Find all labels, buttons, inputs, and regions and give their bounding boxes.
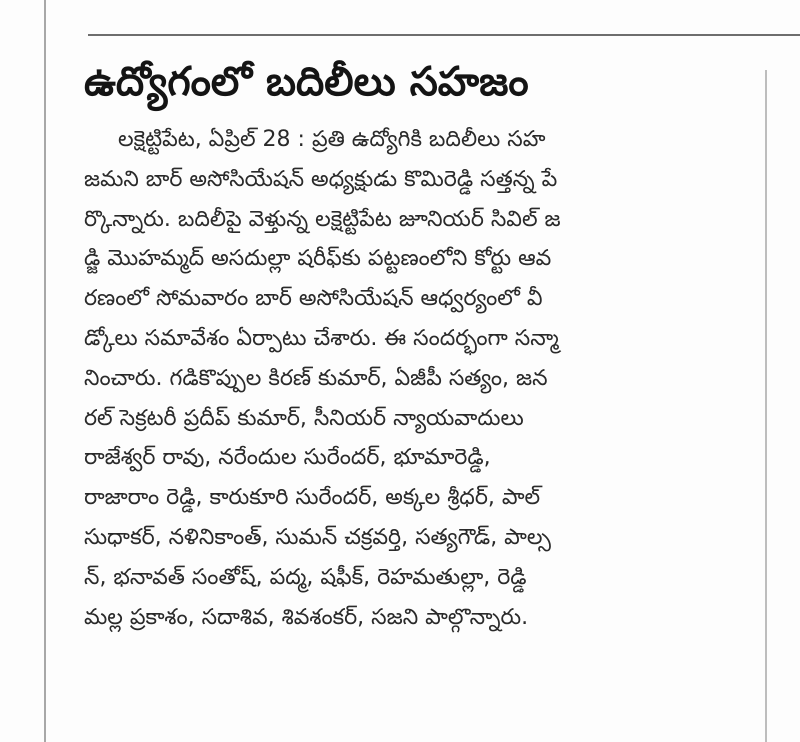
top-rule bbox=[88, 34, 800, 36]
article-line: లక్షెట్టిపేట, ఏప్రిల్ 28 : ప్రతి ఉద్యోగికి బదిలీలు సహ bbox=[118, 127, 546, 152]
article-line: సుధాకర్, నళినికాంత్, సుమన్ చక్రవర్తి, సత్యగౌడ్, పాల్స bbox=[84, 524, 551, 550]
article-line: మల్ల ప్రకాశం, సదాశివ, శివశంకర్, సజని పాల్గొన్నారు. bbox=[84, 604, 529, 630]
article-line: రాజారాం రెడ్డి, కారుకూరి సురేందర్, అక్కల శ్రీధర్, పాల్ bbox=[84, 485, 541, 511]
article-body bbox=[84, 120, 756, 637]
article-line: రాజేశ్వర్ రావు, నరేందుల సురేందర్, భూమారెడ్డి, bbox=[84, 445, 491, 471]
article-line: జమని బార్ అసోసియేషన్ అధ్యక్షుడు కొమిరెడ్డి సత్తన్న పే bbox=[84, 166, 558, 192]
article-line: రల్ సెక్రటరీ ప్రదీప్ కుమార్, సీనియర్ న్యాయవాదులు bbox=[84, 405, 524, 431]
left-column-rule bbox=[44, 0, 46, 742]
article-line: ర్కొన్నారు. బదిలీపై వెళ్తున్న లక్షెట్టిపేట జూనియర్ సివిల్ జ bbox=[84, 206, 561, 232]
article-line: డ్కోలు సమావేశం ఏర్పాటు చేశారు. ఈ సందర్భంగా సన్మా bbox=[84, 325, 559, 351]
article-line: డ్జి మొహమ్మద్ అసదుల్లా షరీఫ్‌కు పట్టణంలోని కోర్టు ఆవ bbox=[84, 246, 552, 272]
article-line: న్, భనావత్ సంతోష్, పద్మ, షఫీక్, రెహమతుల్లా, రెడ్డి bbox=[84, 564, 527, 590]
article-headline: ఉద్యోగంలో బదిలీలు సహజం bbox=[84, 59, 529, 105]
article-line: రణంలో సోమవారం బార్ అసోసియేషన్ ఆధ్వర్యంలో వీ bbox=[84, 286, 543, 312]
article-line: నించారు. గడికొప్పుల కిరణ్ కుమార్, ఏజీపీ సత్యం, జన bbox=[84, 365, 548, 391]
right-column-rule bbox=[765, 70, 767, 742]
